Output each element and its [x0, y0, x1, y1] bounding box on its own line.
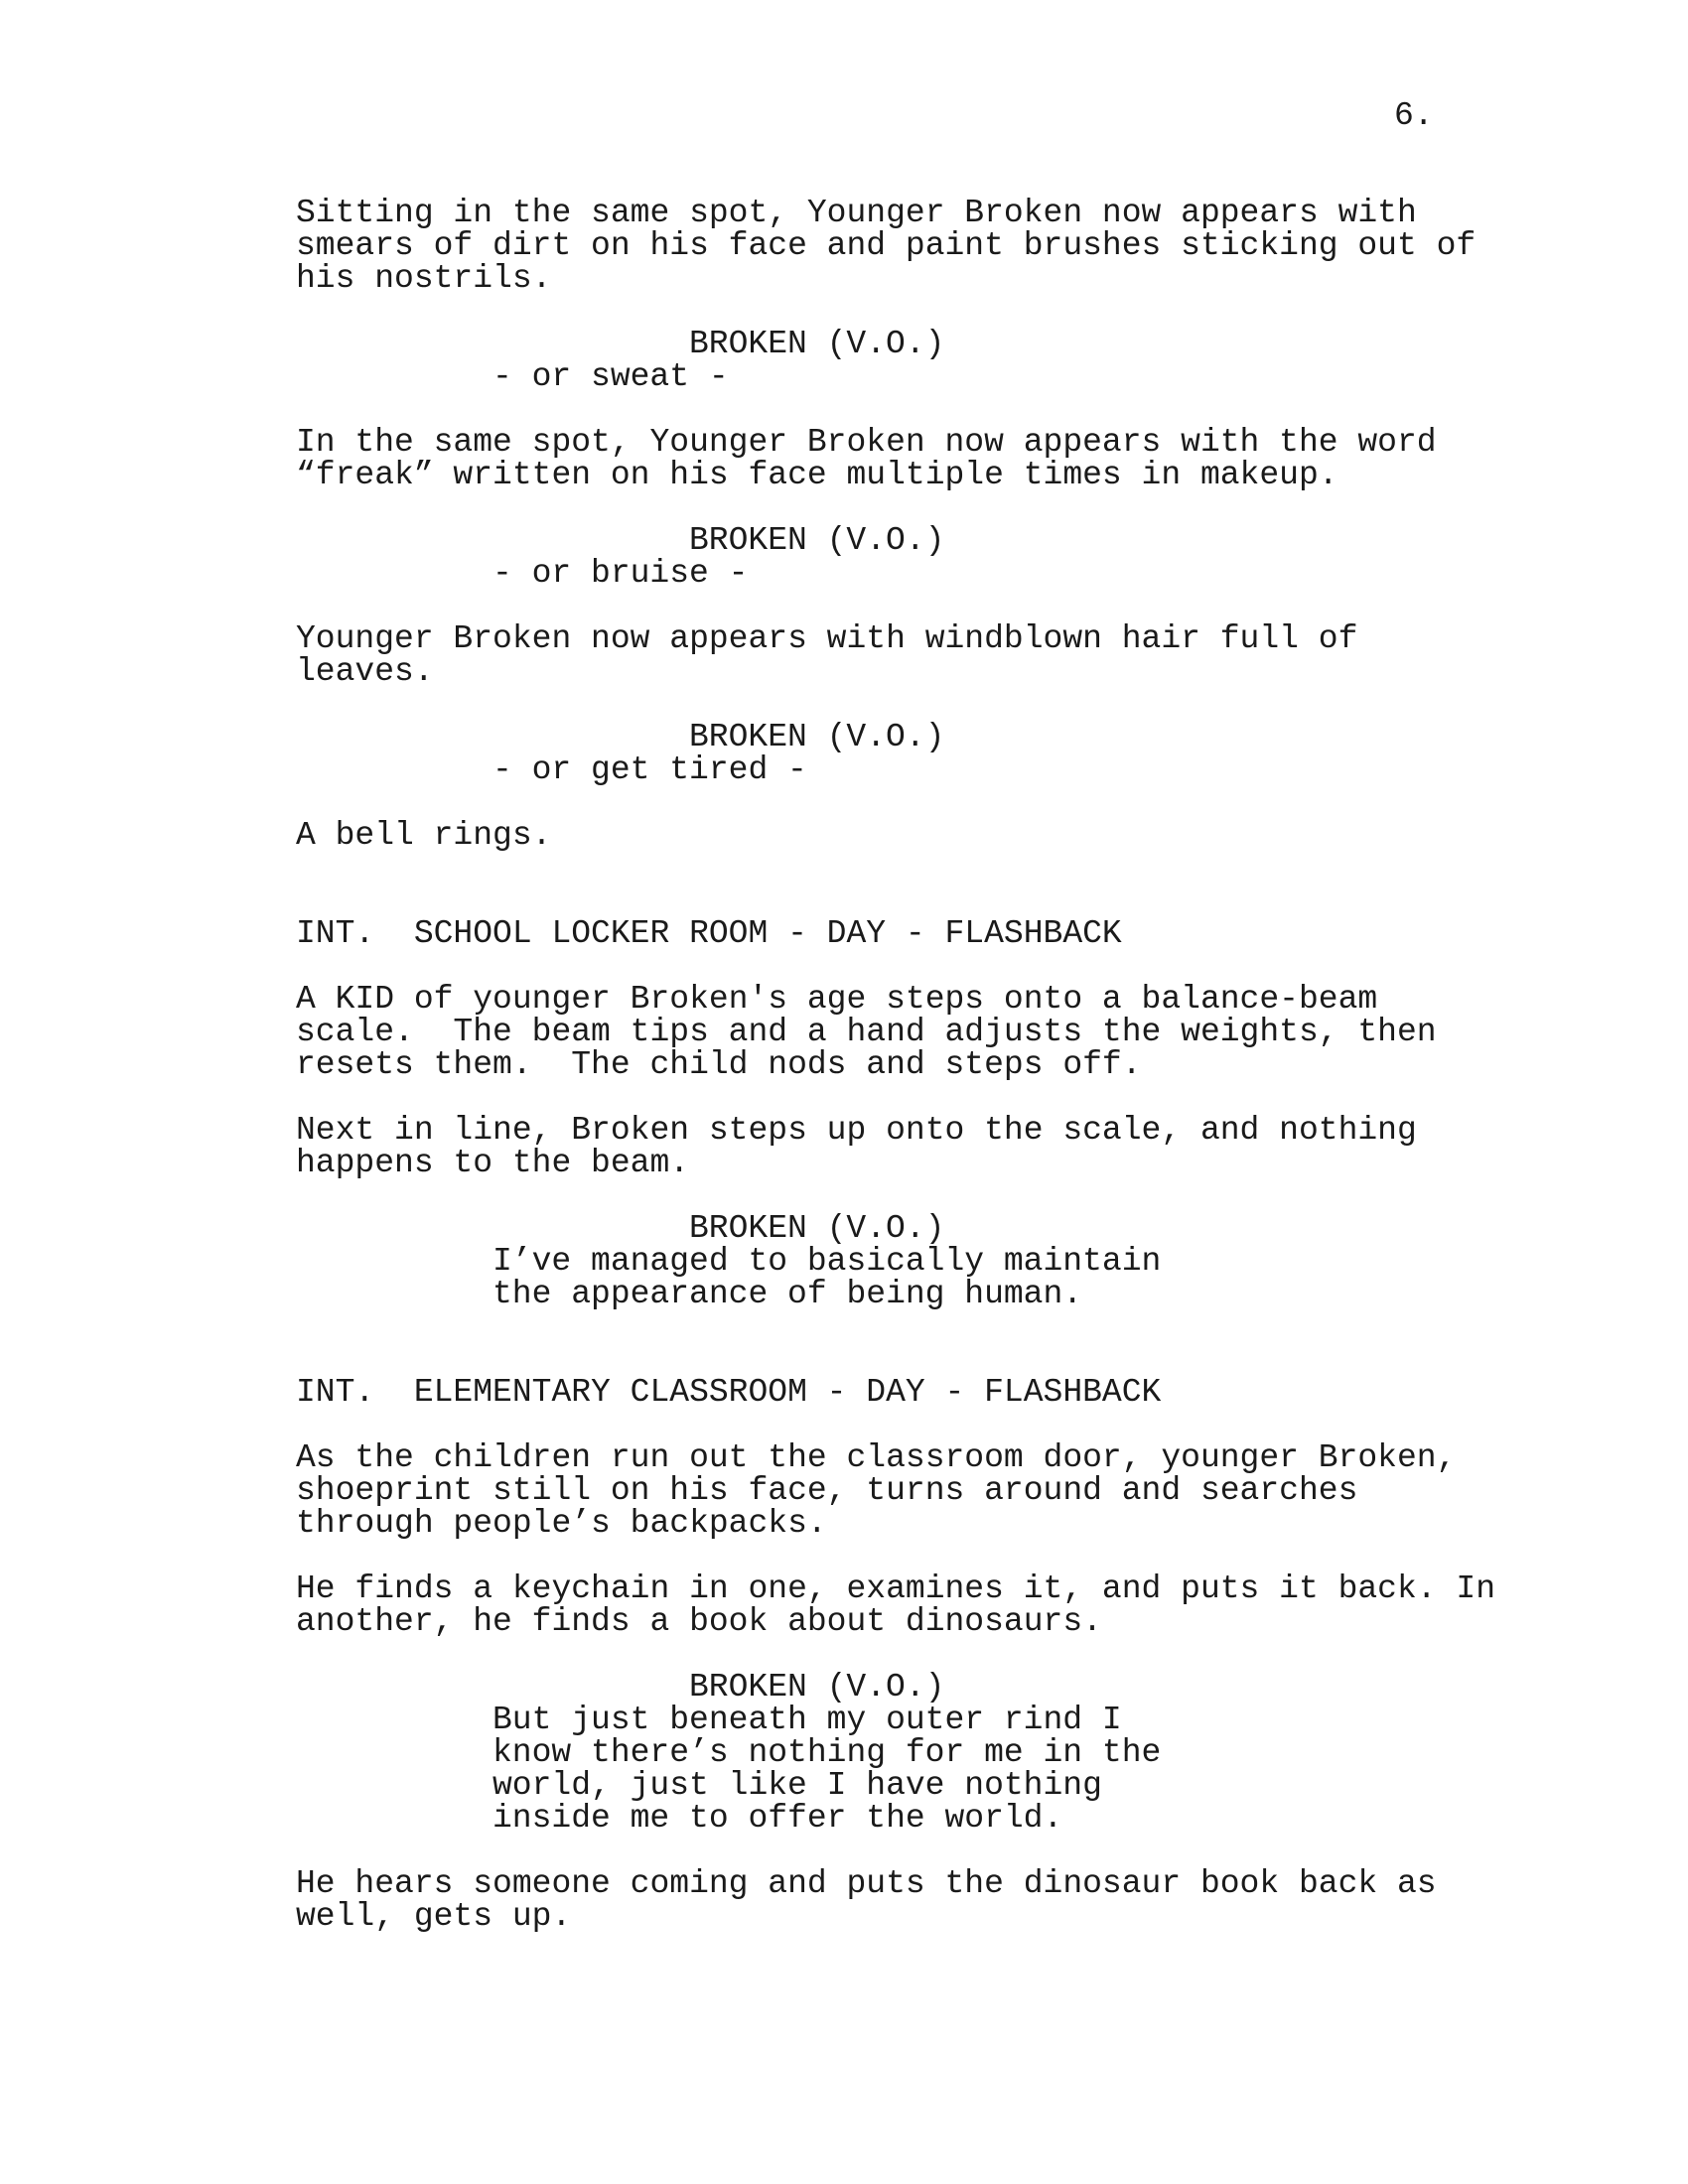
dialogue: - or get tired - [492, 751, 807, 788]
dialogue: But just beneath my outer rind I know there’s nothing for me in the world, just like I have nothing inside me to offer the world. [492, 1702, 1162, 1837]
character-cue: BROKEN (V.O.) [689, 326, 945, 362]
action-paragraph: As the children run out the classroom door, younger Broken, shoeprint still on his face, turns around and searches through people’s backpacks. [296, 1439, 1457, 1542]
scene-heading: INT. ELEMENTARY CLASSROOM - DAY - FLASHBACK [296, 1374, 1162, 1411]
action-paragraph: A bell rings. [296, 817, 552, 854]
scene-heading: INT. SCHOOL LOCKER ROOM - DAY - FLASHBACK [296, 915, 1122, 952]
character-cue: BROKEN (V.O.) [689, 1210, 945, 1247]
page-number: 6. [1394, 97, 1434, 134]
action-paragraph: Younger Broken now appears with windblown hair full of leaves. [296, 620, 1358, 690]
action-paragraph: He finds a keychain in one, examines it, and puts it back. In another, he finds a book about dinosaurs. [296, 1570, 1495, 1640]
action-paragraph: He hears someone coming and puts the dinosaur book back as well, gets up. [296, 1865, 1437, 1935]
dialogue: I’ve managed to basically maintain the appearance of being human. [492, 1243, 1162, 1312]
character-cue: BROKEN (V.O.) [689, 1669, 945, 1706]
dialogue: - or bruise - [492, 555, 749, 592]
character-cue: BROKEN (V.O.) [689, 719, 945, 755]
dialogue: - or sweat - [492, 358, 729, 395]
action-paragraph: A KID of younger Broken's age steps onto a balance-beam scale. The beam tips and a hand adjusts the weights, then resets them. The child nods and steps off. [296, 981, 1437, 1083]
action-paragraph: Next in line, Broken steps up onto the scale, and nothing happens to the beam. [296, 1112, 1417, 1181]
action-paragraph: In the same spot, Younger Broken now appears with the word “freak” written on his face multiple times in makeup. [296, 424, 1437, 493]
action-paragraph: Sitting in the same spot, Younger Broken now appears with smears of dirt on his face and paint brushes sticking out of his nostrils. [296, 195, 1477, 297]
character-cue: BROKEN (V.O.) [689, 522, 945, 559]
